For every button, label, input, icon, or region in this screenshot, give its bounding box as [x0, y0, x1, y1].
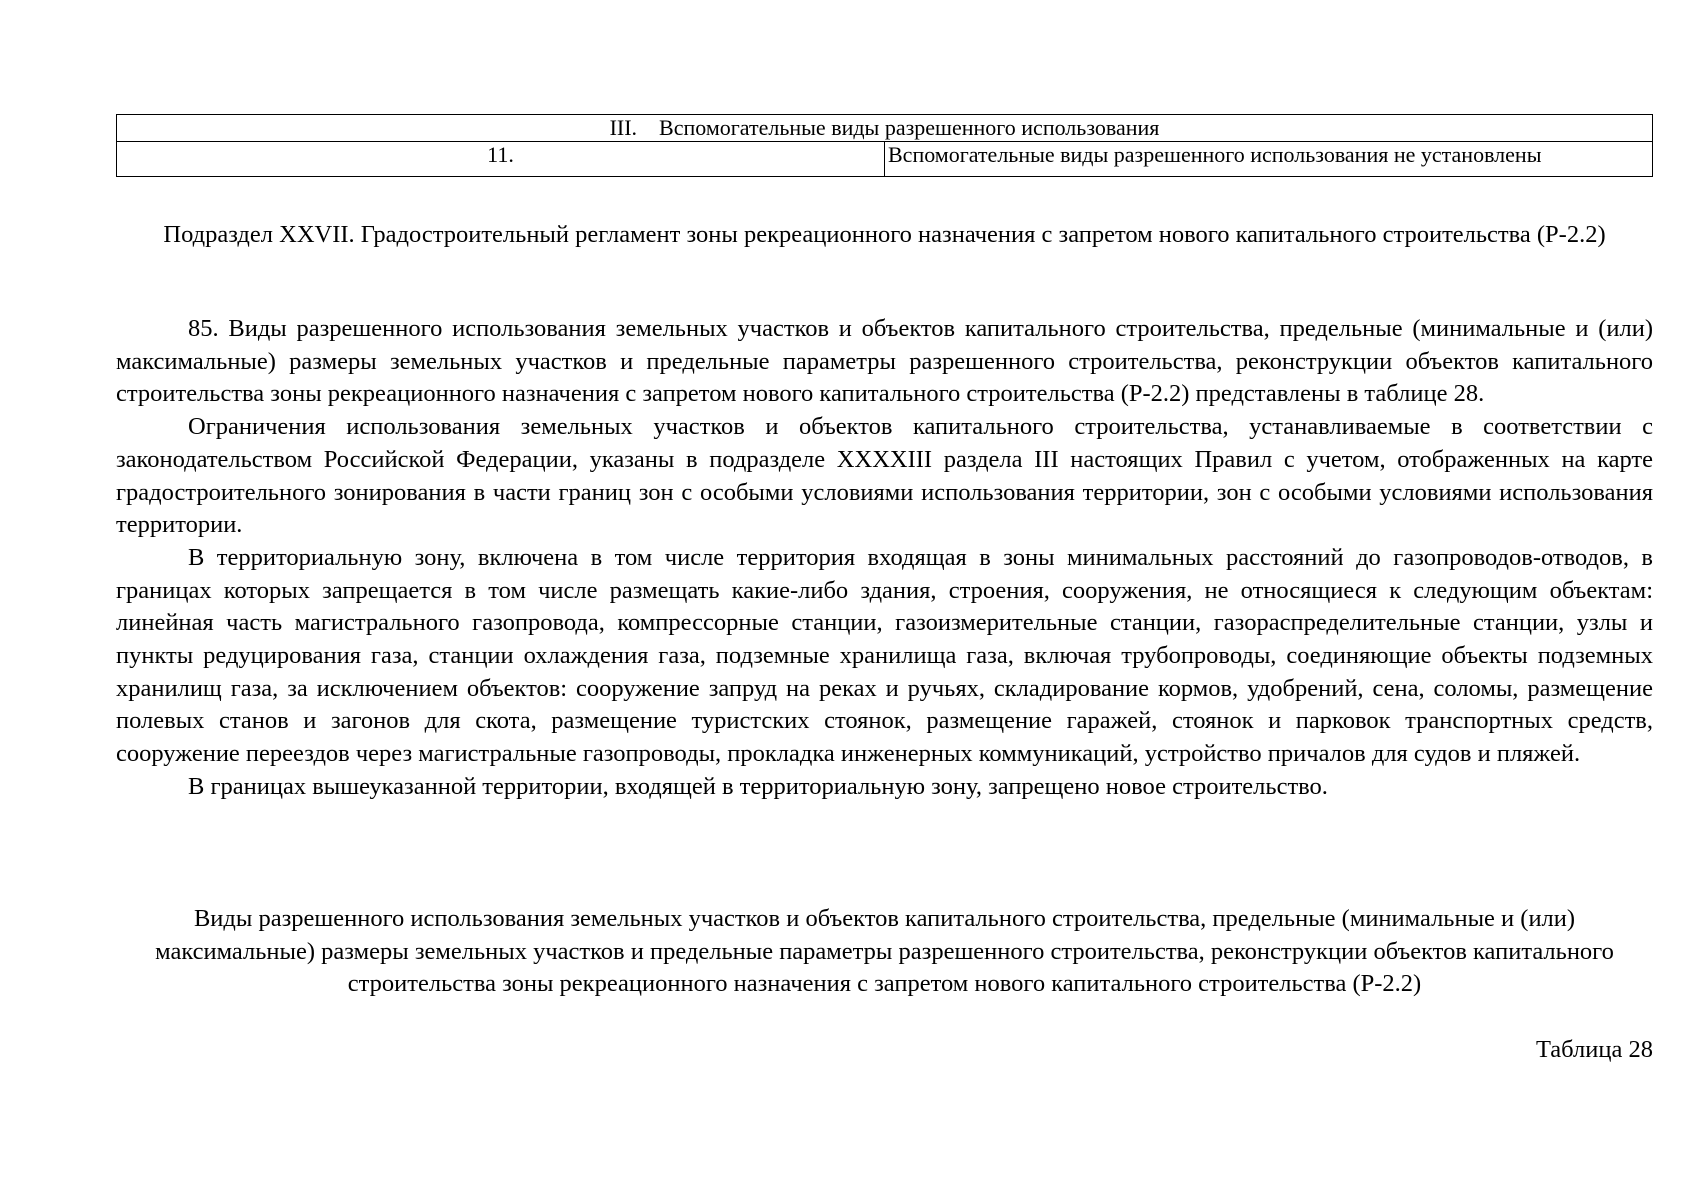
table-section-header-row	[117, 115, 1653, 142]
table-row	[117, 142, 1653, 177]
paragraph-85: 85. Виды разрешенного использования земельных участков и объектов капитального строительства, предельные (минимальные и (или) максимальные) размеры земельных участков и предельные параметры разрешенного строительства, реконструкции объектов капитального строительства зоны рекреационного назначения с запретом нового капитального строительства (Р-2.2) представлены в таблице 28.	[116, 315, 1653, 408]
permitted-uses-table	[116, 114, 1653, 177]
table-row-text: Вспомогательные виды разрешенного использования не установлены	[885, 142, 1653, 177]
paragraph-restrictions: Ограничения использования земельных участков и объектов капитального строительства, устанавливаемые в соответствии с законодательством Российской Федерации, указаны в подразделе XXXXIII раздела III настоящих Правил с учетом, отображенных на карте градостроительного зонирования в части границ зон с особыми условиями использования территории, зон с особыми условиями использования территории.	[116, 413, 1653, 539]
table-row-number: 11.	[117, 142, 885, 177]
paragraph-gas-pipeline-zone: В территориальную зону, включена в том числе территория входящая в зоны минимальных расстояний до газопроводов-отводов, в границах которых запрещается в том числе размещать какие-либо здания, строения, сооружения, не относящиеся к следующим объектам: линейная часть магистрального газопровода, компрессорные станции, газоизмерительные станции, газораспределительные станции, узлы и пункты редуцирования газа, станции охлаждения газа, подземные хранилища газа, включая трубопроводы, соединяющие объекты подземных хранилищ газа, за исключением объектов: сооружение запруд на реках и ручьях, складирование кормов, удобрений, сена, соломы, размещение полевых станов и загонов для скота, размещение туристских стоянок, размещение гаражей, стоянок и парковок транспортных средств, сооружение переездов через магистральные газопроводы, прокладка инженерных коммуникаций, устройство причалов для судов и пляжей.	[116, 543, 1653, 768]
subsection-title: Подраздел XXVII. Градостроительный регламент зоны рекреационного назначения с запретом нового капитального строительства (Р-2.2)	[163, 221, 1606, 248]
table-section-header: III. Вспомогательные виды разрешенного использования	[117, 115, 1653, 142]
table-number: Таблица 28	[1535, 1036, 1653, 1063]
paragraph-construction-ban: В границах вышеуказанной территории, входящей в территориальную зону, запрещено новое строительство.	[188, 772, 1328, 800]
table-caption: Виды разрешенного использования земельных участков и объектов капитального строительства, предельные (минимальные и (или) максимальные) размеры земельных участков и предельные параметры разрешенного строительства, реконструкции объектов капитального строительства зоны рекреационного назначения с запретом нового капитального строительства (Р-2.2)	[155, 905, 1614, 998]
body-text	[116, 313, 1653, 804]
